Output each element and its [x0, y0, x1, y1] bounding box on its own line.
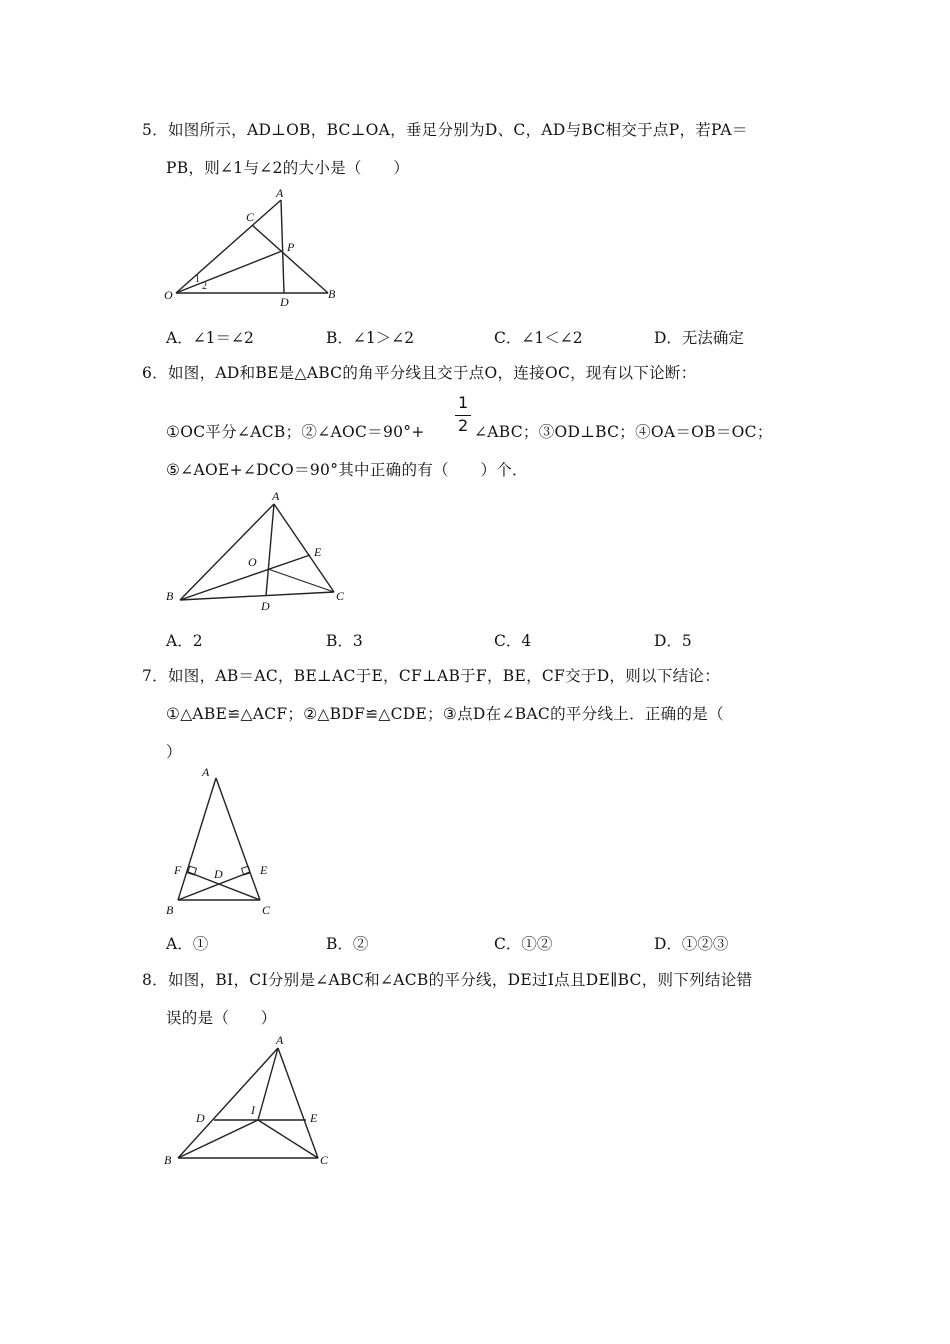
- q5-option-d[interactable]: D．无法确定: [654, 329, 744, 347]
- q6-label-B: B: [166, 589, 174, 603]
- q5-seg-AD: [281, 200, 284, 293]
- q7-line3: ）: [166, 743, 182, 761]
- q6-option-c[interactable]: C．4: [494, 632, 532, 650]
- q6-seg-OC: [268, 569, 334, 592]
- q5-figure: [160, 185, 350, 310]
- q5-line1: 5．如图所示，AD⊥OB，BC⊥OA，垂足分别为D、C，AD与BC相交于点P，若PA＝: [142, 121, 748, 139]
- q7-line2: ①△ABE≌△ACF；②△BDF≌△CDE；③点D在∠BAC的平分线上．正确的是（: [166, 705, 724, 723]
- q6-line1: 6．如图，AD和BE是△ABC的角平分线且交于点O，连接OC，现有以下论断：: [142, 364, 697, 382]
- q7-option-d[interactable]: D．①②③: [654, 935, 729, 953]
- q6-figure: [160, 486, 360, 616]
- q7-option-b[interactable]: B．②: [326, 935, 369, 953]
- q8-label-C: C: [320, 1153, 329, 1167]
- q6-option-d[interactable]: D．5: [654, 632, 692, 650]
- q7-option-a[interactable]: A．①: [166, 935, 209, 953]
- q8-seg-AC: [278, 1048, 318, 1158]
- q5-option-c[interactable]: C．∠1＜∠2: [494, 329, 583, 347]
- q7-label-C: C: [262, 903, 271, 917]
- q5-label-2: 2: [202, 281, 207, 292]
- q6-seg-AC: [274, 504, 334, 592]
- q6-fraction-numerator: 1: [458, 393, 469, 412]
- q8-label-I: I: [251, 1103, 255, 1117]
- q7-diagram: [160, 764, 290, 924]
- q5-seg-OP: [176, 251, 282, 293]
- q6-seg-AB: [180, 504, 274, 600]
- q7-line1: 7．如图，AB＝AC，BE⊥AC于E，CF⊥AB于F，BE，CF交于D，则以下结论：: [142, 667, 721, 685]
- q8-seg-BI: [178, 1120, 258, 1158]
- q5-label-O: O: [164, 288, 173, 302]
- q6-seg-BE: [180, 555, 310, 600]
- q8-label-B: B: [164, 1153, 172, 1167]
- q5-diagram: [160, 185, 350, 310]
- q7-seg-AB: [178, 778, 216, 900]
- q6-line2a: ①OC平分∠ACB；②∠AOC＝90°+: [166, 423, 425, 441]
- q7-label-F: F: [174, 863, 182, 877]
- q8-seg-CI: [258, 1120, 318, 1158]
- q6-seg-AD: [266, 504, 274, 596]
- q7-seg-CF: [188, 872, 260, 900]
- q7-label-D: D: [214, 867, 223, 881]
- q6-label-C: C: [336, 589, 345, 603]
- q7-option-c[interactable]: C．①②: [494, 935, 553, 953]
- q7-figure: [160, 764, 290, 924]
- q8-line2: 误的是（ ）: [166, 1009, 277, 1027]
- q7-label-A: A: [202, 765, 210, 779]
- q6-label-D: D: [261, 599, 270, 613]
- q8-label-E: E: [310, 1111, 318, 1125]
- q7-label-E: E: [260, 863, 268, 877]
- q6-option-b[interactable]: B．3: [326, 632, 363, 650]
- q6-label-A: A: [272, 489, 280, 503]
- q7-label-B: B: [166, 903, 174, 917]
- q8-figure: [160, 1030, 350, 1175]
- q5-option-b[interactable]: B．∠1＞∠2: [326, 329, 415, 347]
- q6-diagram: [160, 486, 360, 616]
- q8-label-A: A: [276, 1033, 284, 1047]
- q8-diagram: [160, 1030, 350, 1175]
- q5-label-D: D: [280, 295, 289, 309]
- q5-label-1: 1: [195, 274, 200, 285]
- q8-label-D: D: [196, 1111, 205, 1125]
- q5-seg-OA: [176, 200, 281, 293]
- q6-line3: ⑤∠AOE+∠DCO＝90°其中正确的有（ ）个．: [166, 461, 528, 479]
- q6-label-O: O: [248, 555, 257, 569]
- q5-label-P: P: [287, 240, 295, 254]
- q8-line1: 8．如图，BI，CI分别是∠ABC和∠ACB的平分线，DE过I点且DE∥BC，则下列结论错: [142, 971, 753, 989]
- q6-option-a[interactable]: A．2: [166, 632, 203, 650]
- q5-label-C: C: [246, 210, 255, 224]
- q6-label-E: E: [314, 545, 322, 559]
- q6-seg-BC: [180, 592, 334, 600]
- q5-label-B: B: [328, 287, 336, 301]
- q6-fraction-denominator: 2: [458, 416, 469, 435]
- q7-seg-AC: [216, 778, 260, 900]
- q5-line2: PB，则∠1与∠2的大小是（ ）: [166, 159, 410, 177]
- q5-option-a[interactable]: A．∠1＝∠2: [166, 329, 254, 347]
- q5-label-A: A: [276, 186, 284, 200]
- q6-line2b: ∠ABC；③OD⊥BC；④OA＝OB＝OC；: [474, 423, 773, 441]
